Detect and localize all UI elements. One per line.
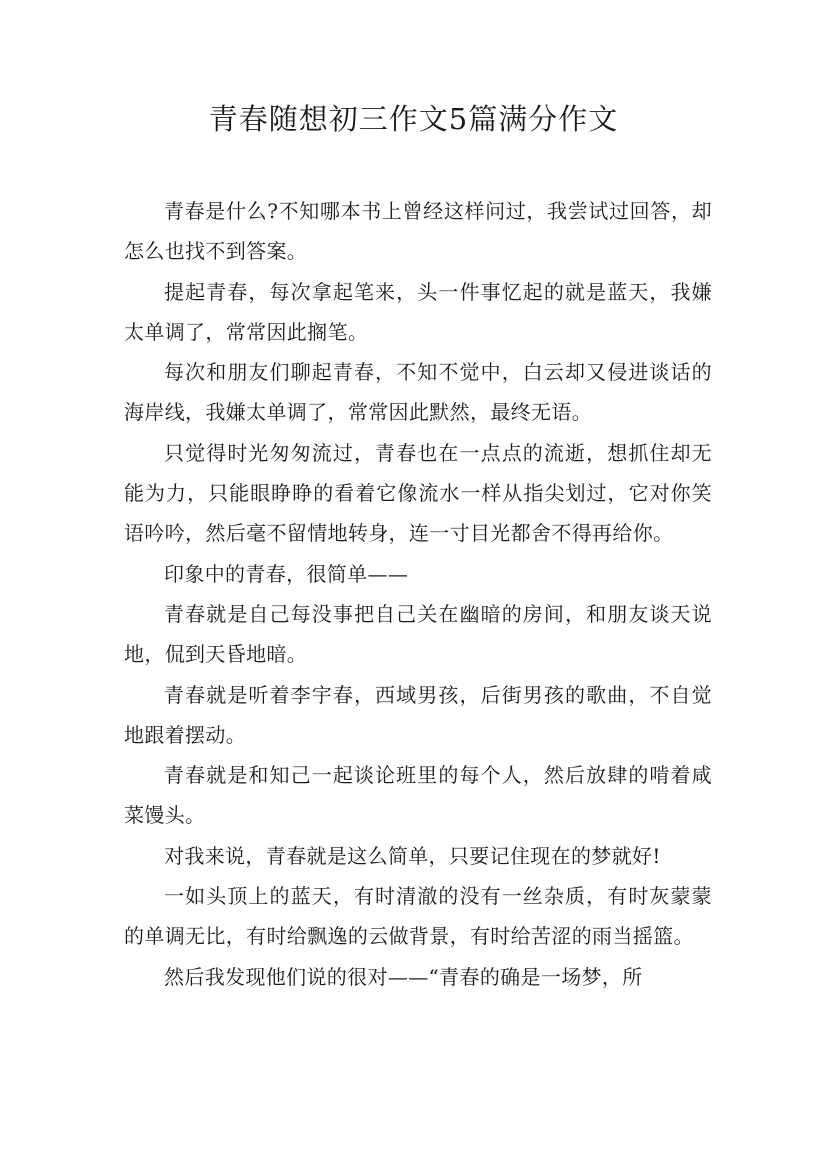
paragraph: 青春就是听着李宇春，西域男孩，后街男孩的歌曲，不自觉地跟着摆动。: [124, 682, 712, 747]
paragraph: 一如头顶上的蓝天，有时清澈的没有一丝杂质，有时灰蒙蒙的单调无比，有时给飘逸的云做背景，有时给苦涩的雨当摇篮。: [124, 884, 712, 949]
paragraph: 提起青春，每次拿起笔来，头一件事忆起的就是蓝天，我嫌太单调了，常常因此搁笔。: [124, 279, 712, 344]
document-title: 青春随想初三作文5篇满分作文: [208, 102, 619, 136]
document-body: [124, 191, 712, 997]
paragraph: 只觉得时光匆匆流过，青春也在一点点的流逝，想抓住却无能为力，只能眼睁睁的看着它像流水一样从指尖划过，它对你笑语吟吟，然后毫不留情地转身，连一寸目光都舍不得再给你。: [124, 440, 712, 546]
paragraph: 青春就是和知己一起谈论班里的每个人，然后放肆的啃着咸菜馒头。: [124, 763, 712, 828]
paragraph: 然后我发现他们说的很对——“青春的确是一场梦，所: [164, 964, 643, 989]
paragraph: 青春是什么?不知哪本书上曾经这样问过，我尝试过回答，却怎么也找不到答案。: [124, 199, 712, 264]
paragraph: 每次和朋友们聊起青春，不知不觉中，白云却又侵进谈话的海岸线，我嫌太单调了，常常因此默然，最终无语。: [124, 360, 712, 425]
paragraph: 印象中的青春，很简单——: [164, 561, 409, 586]
paragraph: 青春就是自己每没事把自己关在幽暗的房间，和朋友谈天说地，侃到天昏地暗。: [124, 601, 712, 667]
paragraph: 对我来说，青春就是这么简单，只要记住现在的梦就好!: [164, 843, 661, 868]
